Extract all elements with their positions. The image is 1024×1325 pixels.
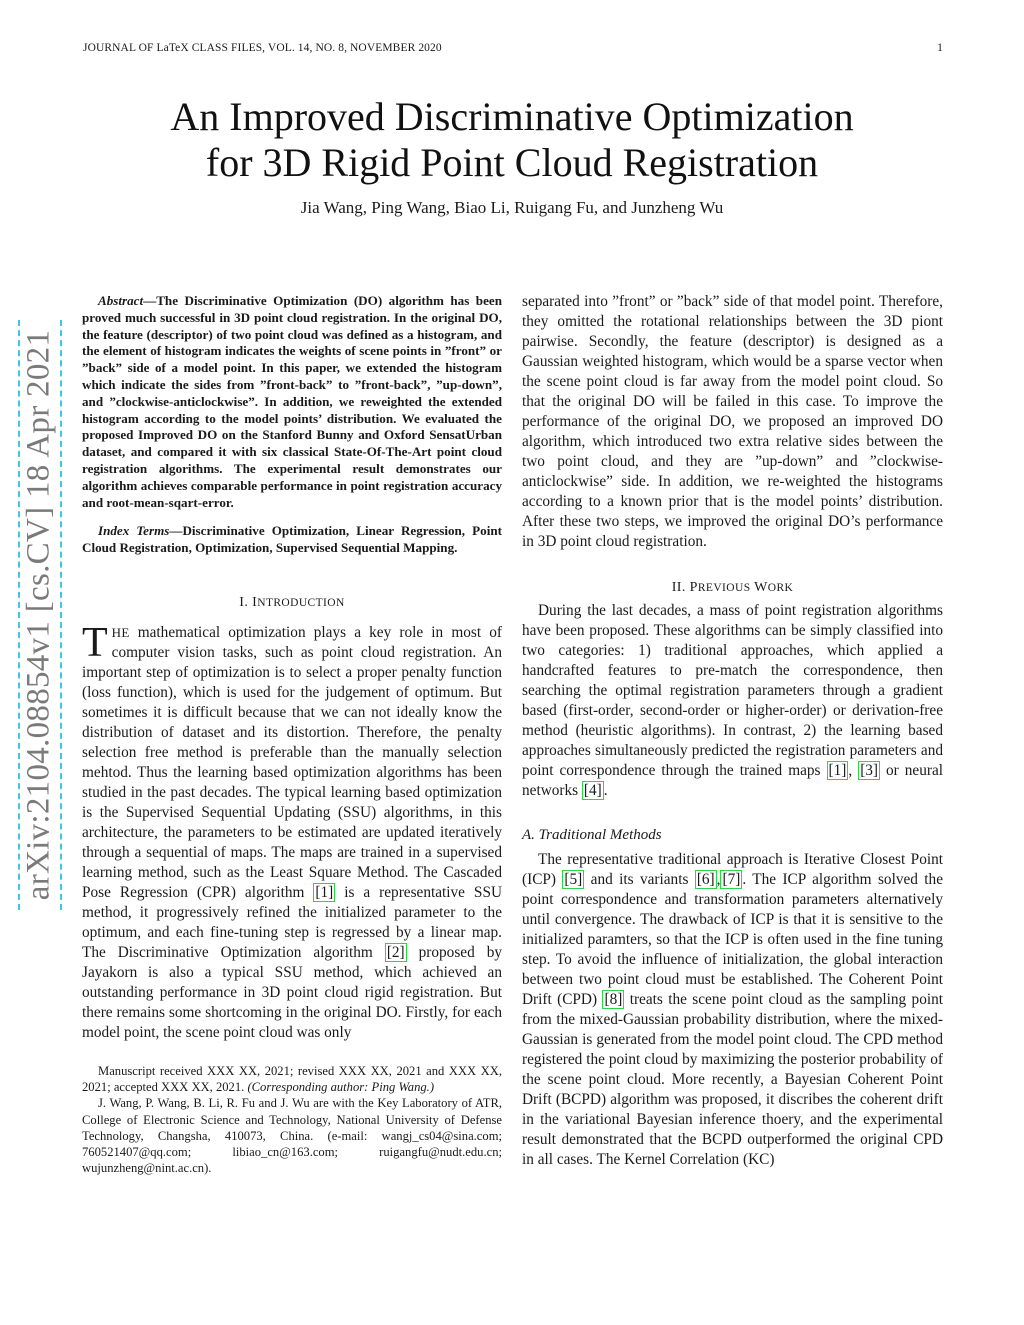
running-head: [83, 42, 943, 54]
citation-link[interactable]: [8]: [604, 991, 623, 1008]
arxiv-identifier: arXiv:2104.08854v1 [cs.CV] 18 Apr 2021: [20, 329, 57, 901]
drop-cap-rest: HE: [111, 624, 130, 640]
subsection-heading-traditional-methods: A. Traditional Methods: [522, 827, 662, 843]
abstract-label: Abstract: [98, 293, 144, 308]
citation-link[interactable]: [1]: [828, 762, 847, 779]
traditional-methods-paragraph: The representative traditional approach is Iterative Closest Point (ICP) [5] and its variants [6] , [7] . The ICP algorithm solved the point correspondence and transformation parameters alternatively until convergence. The drawback of ICP is that it is sensitive to the initialized paramters, so that the ICP is often used in the fine tuning step. To avoid the influence of initialization, the global interaction between two point cloud must be established. The Coherent Point Drift (CPD) [8] treats the scene point cloud as the sampling point from the mixed-Gaussian probability distribution, where the mixed-Gaussian is generated from the model point cloud. The CPD method registered the point cloud by maximizing the posterior probability of the scene point cloud. More recently, a Bayesian Coherent Point Drift (BCPD) algorithm was proposed, it discribes the coherent drift in the variational Bayesian inference thoery, and the experimental result demonstrated that the BCPD outperformed the original CPD in all cases. The Kernel Correlation (KC): [522, 851, 943, 1168]
section-heading-introduction: I. INTRODUCTION: [239, 594, 345, 610]
citation-link[interactable]: [4]: [583, 782, 602, 799]
right-column: [522, 292, 943, 1170]
left-column: [82, 293, 502, 1176]
paper-title-line-1: An Improved Discriminative Optimization: [170, 94, 854, 139]
stamp-dashed-border-right: [60, 320, 62, 910]
index-terms-label: Index Terms: [98, 523, 170, 539]
paper-title-line-2: for 3D Rigid Point Cloud Registration: [205, 140, 819, 185]
previous-work-paragraph: During the last decades, a mass of point registration algorithms have been proposed. These algorithms can be simply classified into two categories: 1) traditional approaches, which applied a handcrafted features to pre-match the correspondence, then searching the optimal registration parameters through a gradient based (first-order, second-order or higher-order) or derivation-free method (heuristic algorithms). In contrast, 2) the learning based approaches simultaneously predicted the registration parameters and point correspondence through the trained maps [1] , [3] or neural networks [4] .: [522, 602, 944, 799]
author-list: Jia Wang, Ping Wang, Biao Li, Ruigang Fu, and Junzheng Wu: [300, 198, 724, 217]
introduction-paragraph-2: separated into ”front” or ”back” side of that model point. Therefore, they omitted the rotational relationships between the 3D piont pairwise. Secondly, the feature (descriptor) is designed as a Gaussian weighted histogram, which would be a sparse vector when the scene point cloud is far away from the model point cloud. So that the original DO will be failed in this case. To improve the performance of the original DO, we proposed an improved DO algorithm, which introduced two extra relative sides between the two point cloud, and they are ”up-down” and ”clockwise-anticlockwise” side. In addition, we re-weighted the histograms according to a known prior that is the model points’ distribution. After these two steps, we improved the original DO’s performance in 3D point cloud registration.: [522, 293, 943, 550]
introduction-paragraph-1: THE mathematical optimization plays a key role in most of computer vision tasks, such as point cloud registration. An important step of optimization is to select a proper penalty function (loss function), which is used for the judgement of optimum. But sometimes it is difficult because that we can not ideally know the distribution of dataset and its distortion. Therefore, the penalty selection free method is preferable than the manually selection mehtod. Thus the learning based optimization algorithms has been studied in the past decades. The typical learning based optimization is the Supervised Sequential Updating (SSU) algorithms, in this architecture, the parameters to be estimated are updated iteratively through a sequential of maps. The maps are trained in a supervised learning method, such as the Least Square Method. The Cascaded Pose Regression (CPR) algorithm [1] is a representative SSU method, it progressively refined the initialized parameter to the optimum, and each fine-tuning step is regressed by a linear map. The Discriminative Optimization algorithm [2] proposed by Jayakorn is also a typical SSU method, which achieved an outstanding performance in 3D point cloud rigid registration. But there remains some shortcoming in the original DO. Firstly, for each model point, the scene point cloud was only: [82, 619, 502, 1041]
citation-link[interactable]: [1]: [315, 883, 334, 901]
abstract-text: —The Discriminative Optimization (DO) algorithm has been proved much successful in 3D point cloud registration. In the original DO, the feature (descriptor) of two point cloud was defined as a histogram, and the element of histogram indicates the weights of scene points in ”front” or ”back” side of a model point. In this paper, we extended the histogram which indicate the sides from ”front-back” to ”front-back”, ”up-down”, and ”clockwise-anticlockwise”. In addition, we reweighted the extended histogram according to the model points’ distribution. We evaluated the proposed Improved DO on the Stanford Bunny and Oxford SensatUrban dataset, and compared it with six classical State-Of-The-Art point cloud registration algorithms. The experimental result demonstrates our algorithm achieves comparable performance in point registration accuracy and root-mean-sqart-error.: [82, 293, 502, 510]
citation-link[interactable]: [3]: [860, 762, 879, 779]
citation-link[interactable]: [2]: [386, 943, 405, 961]
arxiv-stamp: [16, 320, 62, 910]
index-terms: [82, 523, 502, 557]
abstract: [82, 293, 502, 511]
index-terms-text: —Discriminative Optimization, Linear Regression, Point Cloud Registration, Optimization, Supervised Sequential Mapping.: [82, 523, 502, 556]
citation-link[interactable]: [7]: [722, 871, 741, 888]
footnote: [82, 1063, 502, 1176]
page-number: 1: [937, 42, 943, 54]
footnote-affiliation: J. Wang, P. Wang, B. Li, R. Fu and J. Wu are with the Key Laboratory of ATR, College of Electronic Science and Technology, National University of Defense Technology, Changsha, 410073, China. (e-mail: wangj_cs04@sina.com; 760521407@qq.com; libiao_cn@163.com; ruigangfu@nudt.edu.cn; wujunzheng@nint.ac.cn).: [82, 1096, 502, 1176]
journal-name: JOURNAL OF LaTeX CLASS FILES, VOL. 14, NO. 8, NOVEMBER 2020: [83, 42, 442, 54]
footnote-manuscript: Manuscript received XXX XX, 2021; revised XXX XX, 2021 and XXX XX, 2021; accepted XXX XX, 2021. (Corresponding author: Ping Wang.): [82, 1063, 502, 1095]
section-heading-previous-work: II. PREVIOUS WORK: [671, 580, 794, 595]
citation-link[interactable]: [5]: [564, 871, 583, 888]
citation-link[interactable]: [6]: [696, 871, 715, 888]
drop-cap: T: [82, 619, 108, 666]
